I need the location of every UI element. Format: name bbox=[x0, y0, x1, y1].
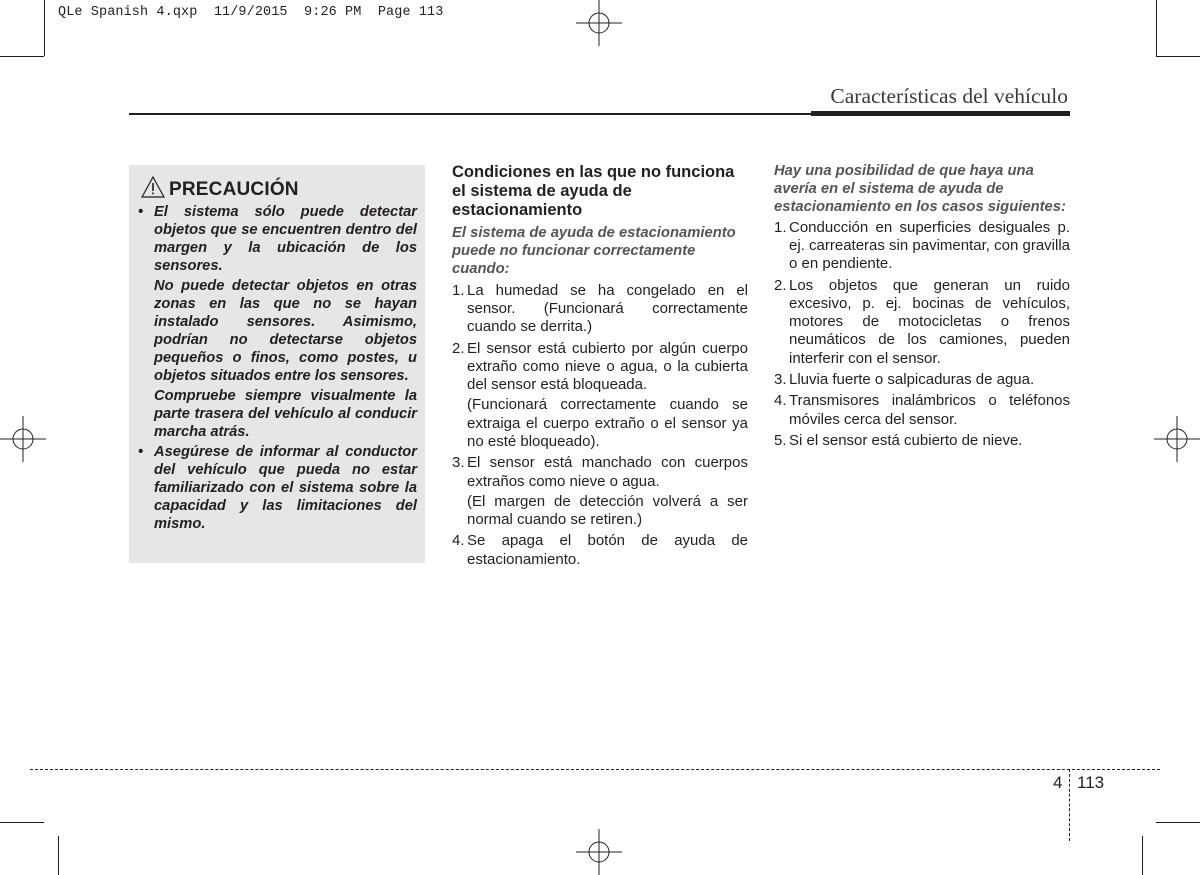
item-text: La humedad se ha congelado en el sensor. (Funcionará correctamente cuando se derrita.) bbox=[467, 281, 748, 336]
footer-dashed-rule bbox=[30, 769, 1160, 770]
list-item bbox=[774, 432, 1070, 450]
item-number: 3. bbox=[774, 370, 787, 388]
caution-list bbox=[137, 203, 417, 535]
middle-column bbox=[452, 163, 748, 572]
footer-dashed-divider bbox=[1069, 769, 1070, 841]
header-rule-accent bbox=[811, 111, 1070, 116]
item-number: 2. bbox=[774, 276, 787, 294]
item-text: El sensor está cubierto por algún cuerpo extraño como nieve o agua, o la cubierta del sensor está bloqueada. bbox=[467, 339, 748, 394]
registration-mark-icon bbox=[576, 829, 622, 875]
list-item bbox=[774, 219, 1070, 274]
caution-paragraph: Asegúrese de informar al conductor del vehículo que pueda no estar familiarizado con el sistema sobre la capacidad y las limitaciones del mismo. bbox=[154, 444, 417, 532]
bullet-icon: • bbox=[138, 444, 144, 460]
chapter-header-title: Características del vehículo bbox=[830, 84, 1068, 108]
caution-heading bbox=[141, 176, 299, 203]
item-number: 3. bbox=[452, 454, 465, 472]
list-item bbox=[774, 371, 1070, 389]
crop-mark bbox=[1156, 822, 1200, 823]
chapter-number: 4 bbox=[1053, 773, 1063, 792]
item-text: (El margen de detección volverá a ser normal cuando se retiren.) bbox=[467, 492, 748, 529]
item-number: 4. bbox=[774, 392, 787, 410]
item-text: Conducción en superficies desiguales p. ej. carreateras sin pavimentar, con gravilla o en pendiente. bbox=[789, 218, 1070, 273]
item-text: Se apaga el botón de ayuda de estacionamiento. bbox=[467, 532, 748, 568]
list-item bbox=[452, 282, 748, 337]
crop-mark bbox=[1156, 56, 1200, 57]
page-number: 113 bbox=[1077, 773, 1105, 792]
item-text: Lluvia fuerte o salpicaduras de agua. bbox=[789, 370, 1035, 388]
condition-list bbox=[452, 282, 748, 569]
section-intro: El sistema de ayuda de estacionamiento puede no funcionar correctamente cuando: bbox=[452, 225, 736, 278]
warning-triangle-icon bbox=[141, 176, 165, 203]
item-text: Si el sensor está cubierto de nieve. bbox=[789, 431, 1023, 449]
caution-paragraph: Compruebe siempre visualmente la parte trasera del vehículo al conducir marcha atrás. bbox=[154, 388, 417, 440]
section-title: Condiciones en las que no funciona el sistema de ayuda de estacionamiento bbox=[452, 163, 735, 219]
crop-mark bbox=[0, 822, 44, 823]
list-item bbox=[774, 277, 1070, 368]
caution-item bbox=[137, 203, 417, 441]
list-item bbox=[452, 454, 748, 529]
item-text: Los objetos que generan un ruido excesivo, p. ej. bocinas de vehículos, motores de motocicletas o frenos neumáticos de los camiones, pueden interferir con el sensor. bbox=[789, 276, 1070, 367]
crop-mark bbox=[0, 56, 44, 57]
list-item bbox=[452, 340, 748, 452]
registration-mark-icon bbox=[576, 0, 622, 46]
caution-item bbox=[137, 443, 417, 533]
crop-mark bbox=[44, 0, 45, 56]
right-column bbox=[774, 162, 1070, 453]
item-number: 5. bbox=[774, 431, 787, 449]
caution-paragraph: No puede detectar objetos en otras zonas en las que no se hayan instalado sensores. Asimismo, podrían no detectarse objetos pequeños o finos, como postes, u objetos situados entre los sensores. bbox=[154, 278, 417, 384]
item-number: 1. bbox=[452, 281, 465, 299]
crop-mark bbox=[58, 836, 59, 875]
item-text: El sensor está manchado con cuerpos extraños como nieve o agua. bbox=[467, 454, 748, 490]
malfunction-list bbox=[774, 219, 1070, 451]
crop-mark bbox=[1142, 836, 1143, 875]
item-number: 4. bbox=[452, 532, 465, 550]
caution-box bbox=[129, 165, 425, 563]
item-text: (Funcionará correctamente cuando se extraiga el cuerpo extraño o el sensor ya no esté bloqueado). bbox=[467, 396, 748, 450]
crop-mark bbox=[1156, 0, 1157, 56]
item-number: 1. bbox=[774, 218, 787, 236]
caution-paragraph: El sistema sólo puede detectar objetos que se encuentren dentro del margen y la ubicación de los sensores. bbox=[154, 204, 417, 274]
caution-title: PRECAUCIÓN bbox=[169, 178, 299, 200]
section-intro: Hay una posibilidad de que haya una avería en el sistema de ayuda de estacionamiento en los casos siguientes: bbox=[774, 163, 1066, 216]
print-slug: QLe Spanish 4.qxp 11/9/2015 9:26 PM Page 113 bbox=[58, 5, 444, 20]
registration-mark-icon bbox=[1154, 416, 1200, 462]
list-item bbox=[774, 392, 1070, 429]
item-text: Transmisores inalámbricos o teléfonos móviles cerca del sensor. bbox=[789, 392, 1070, 428]
list-item bbox=[452, 532, 748, 569]
item-number: 2. bbox=[452, 339, 465, 357]
registration-mark-icon bbox=[0, 416, 46, 462]
bullet-icon: • bbox=[138, 204, 144, 220]
